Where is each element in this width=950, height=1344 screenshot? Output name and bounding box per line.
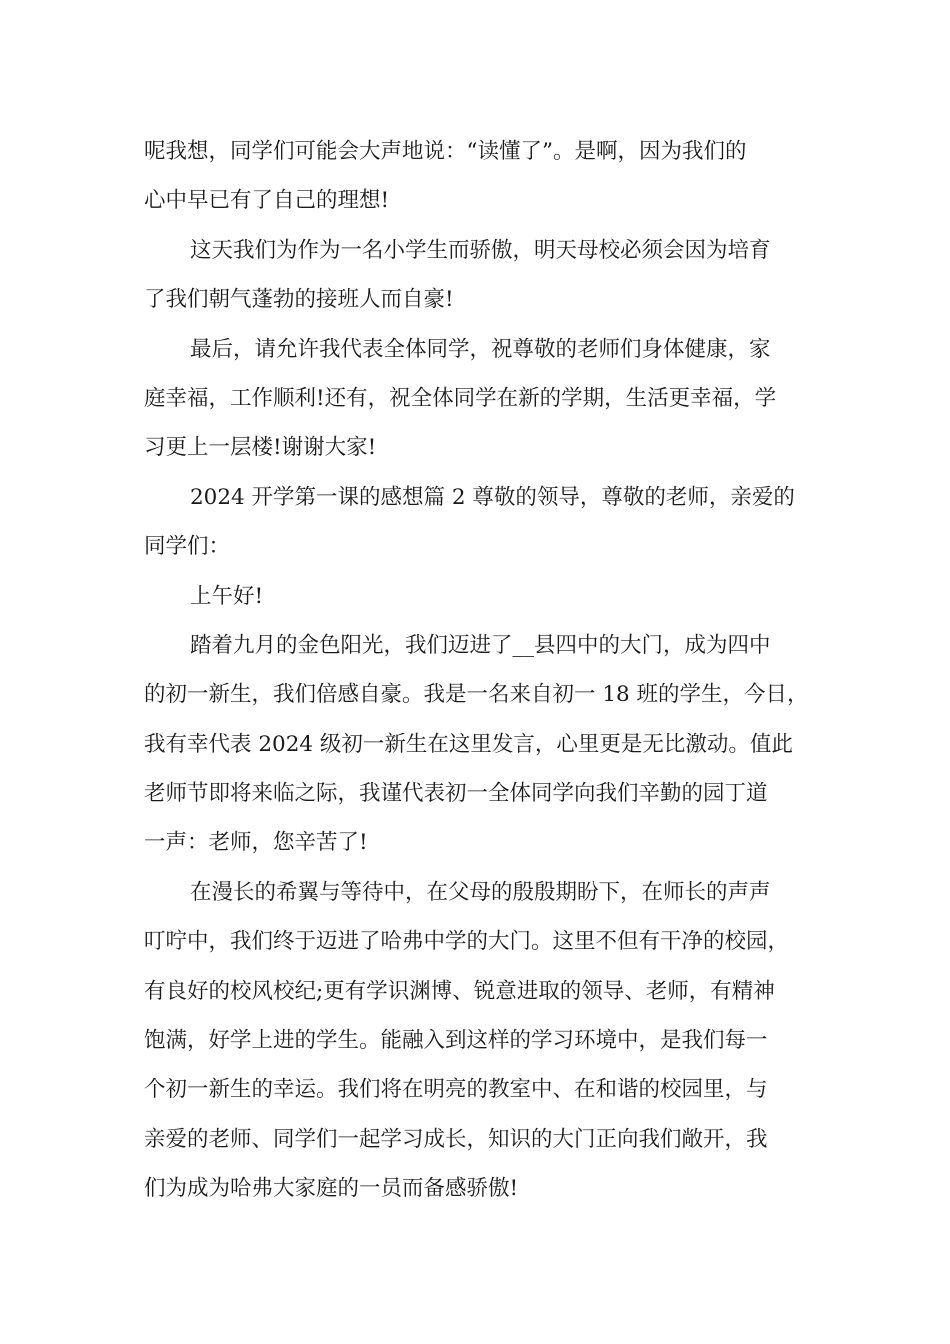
text-line: 这天我们为作为一名小学生而骄傲，明天母校必须会因为培育 bbox=[190, 237, 771, 263]
text-line: 们为成为哈弗大家庭的一员而备感骄傲! bbox=[144, 1176, 519, 1202]
text-line: 老师节即将来临之际，我谨代表初一全体同学向我们辛勤的园丁道 bbox=[144, 781, 768, 807]
text-line: 亲爱的老师、同学们一起学习成长，知识的大门正向我们敞开，我 bbox=[144, 1126, 768, 1152]
text-line: 踏着九月的金色阳光，我们迈进了__县四中的大门，成为四中 bbox=[190, 632, 771, 658]
text-line: 了我们朝气蓬勃的接班人而自豪! bbox=[144, 287, 454, 313]
text-line: 同学们： bbox=[144, 534, 231, 560]
text-line: 个初一新生的幸运。我们将在明亮的教室中、在和谐的校园里，与 bbox=[144, 1077, 768, 1103]
text-line: 饱满，好学上进的学生。能融入到这样的学习环境中，是我们每一 bbox=[144, 1028, 768, 1054]
text-line: 叮咛中，我们终于迈进了哈弗中学的大门。这里不但有干净的校园， bbox=[144, 929, 790, 955]
text-line: 习更上一层楼!谢谢大家! bbox=[144, 435, 377, 461]
text-line: 最后，请允许我代表全体同学，祝尊敬的老师们身体健康，家 bbox=[190, 336, 771, 362]
text-line: 2024 开学第一课的感想篇 2 尊敬的领导，尊敬的老师，亲爱的 bbox=[190, 484, 795, 510]
text-line: 上午好! bbox=[190, 583, 264, 609]
text-line: 心中早已有了自己的理想! bbox=[144, 188, 390, 214]
text-line: 我有幸代表 2024 级初一新生在这里发言，心里更是无比激动。值此 bbox=[144, 731, 793, 757]
text-line: 有良好的校风校纪;更有学识渊博、锐意进取的领导、老师，有精神 bbox=[144, 978, 775, 1004]
text-line: 呢我想，同学们可能会大声地说：“读懂了”。是啊，因为我们的 bbox=[144, 139, 747, 164]
text-line: 庭幸福，工作顺利!还有，祝全体同学在新的学期，生活更幸福，学 bbox=[144, 385, 777, 411]
text-line: 一声：老师，您辛苦了! bbox=[144, 830, 368, 856]
document-body bbox=[144, 127, 809, 1214]
text-line: 在漫长的希翼与等待中，在父母的殷殷期盼下，在师长的声声 bbox=[190, 879, 771, 905]
text-line: 的初一新生，我们倍感自豪。我是一名来自初一 18 班的学生，今日， bbox=[144, 682, 809, 708]
